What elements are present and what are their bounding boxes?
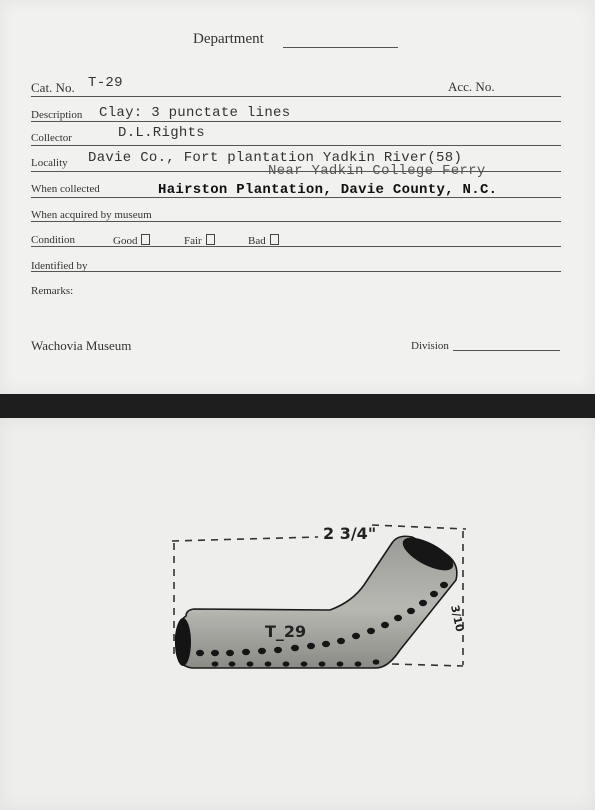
condition-label: Condition — [31, 234, 76, 246]
condition-line — [31, 246, 561, 247]
condition-good-label: Good — [113, 235, 138, 247]
catalog-card-back — [0, 418, 595, 810]
cat-no-line — [31, 96, 561, 97]
locality-value: Davie Co., Fort plantation Yadkin River(58) — [88, 150, 463, 166]
identified-by-line — [31, 271, 561, 272]
collector-label: Collector — [31, 132, 72, 144]
when-acquired-line — [31, 221, 561, 222]
acc-no-label: Acc. No. — [448, 79, 495, 94]
condition-bad-checkbox — [270, 234, 279, 245]
condition-fair-checkbox — [206, 234, 215, 245]
cat-no-value: T-29 — [88, 75, 123, 91]
division-line — [453, 350, 560, 351]
locality-label: Locality — [31, 157, 68, 169]
remarks-label: Remarks: — [31, 285, 74, 297]
width-dimension: 2 3/4" — [323, 524, 377, 543]
identified-by-label: Identified by — [31, 260, 88, 272]
dimension-line-bottom — [392, 664, 463, 666]
collector-value: D.L.Rights — [118, 125, 206, 141]
condition-good-checkbox — [141, 234, 150, 245]
condition-fair-label: Fair — [184, 235, 202, 247]
description-line — [31, 121, 561, 122]
department-label: Department — [193, 31, 264, 47]
collector-line — [31, 145, 561, 146]
dimension-line-top-right — [372, 525, 466, 529]
when-collected-label: When collected — [31, 183, 100, 195]
description-label: Description — [31, 109, 83, 121]
locality-line — [31, 171, 561, 172]
height-dimension: 3/10 — [448, 603, 467, 634]
dimension-line-top-left — [172, 537, 318, 541]
locality-value-2: Near Yadkin College Ferry — [268, 163, 486, 179]
catalog-card-front — [0, 0, 595, 394]
stem-opening — [175, 618, 191, 666]
when-acquired-label: When acquired by museum — [31, 209, 152, 221]
museum-name: Wachovia Museum — [31, 338, 132, 353]
cat-no-label: Cat. No. — [31, 80, 75, 95]
when-collected-line — [31, 197, 561, 198]
division-label: Division — [411, 340, 449, 352]
description-value: Clay: 3 punctate lines — [99, 105, 291, 121]
artifact-drawing — [0, 418, 595, 810]
artifact-label: T_29 — [265, 622, 307, 641]
when-collected-value: Hairston Plantation, Davie County, N.C. — [158, 182, 498, 198]
condition-bad-label: Bad — [248, 235, 266, 247]
department-field-line — [283, 47, 398, 48]
